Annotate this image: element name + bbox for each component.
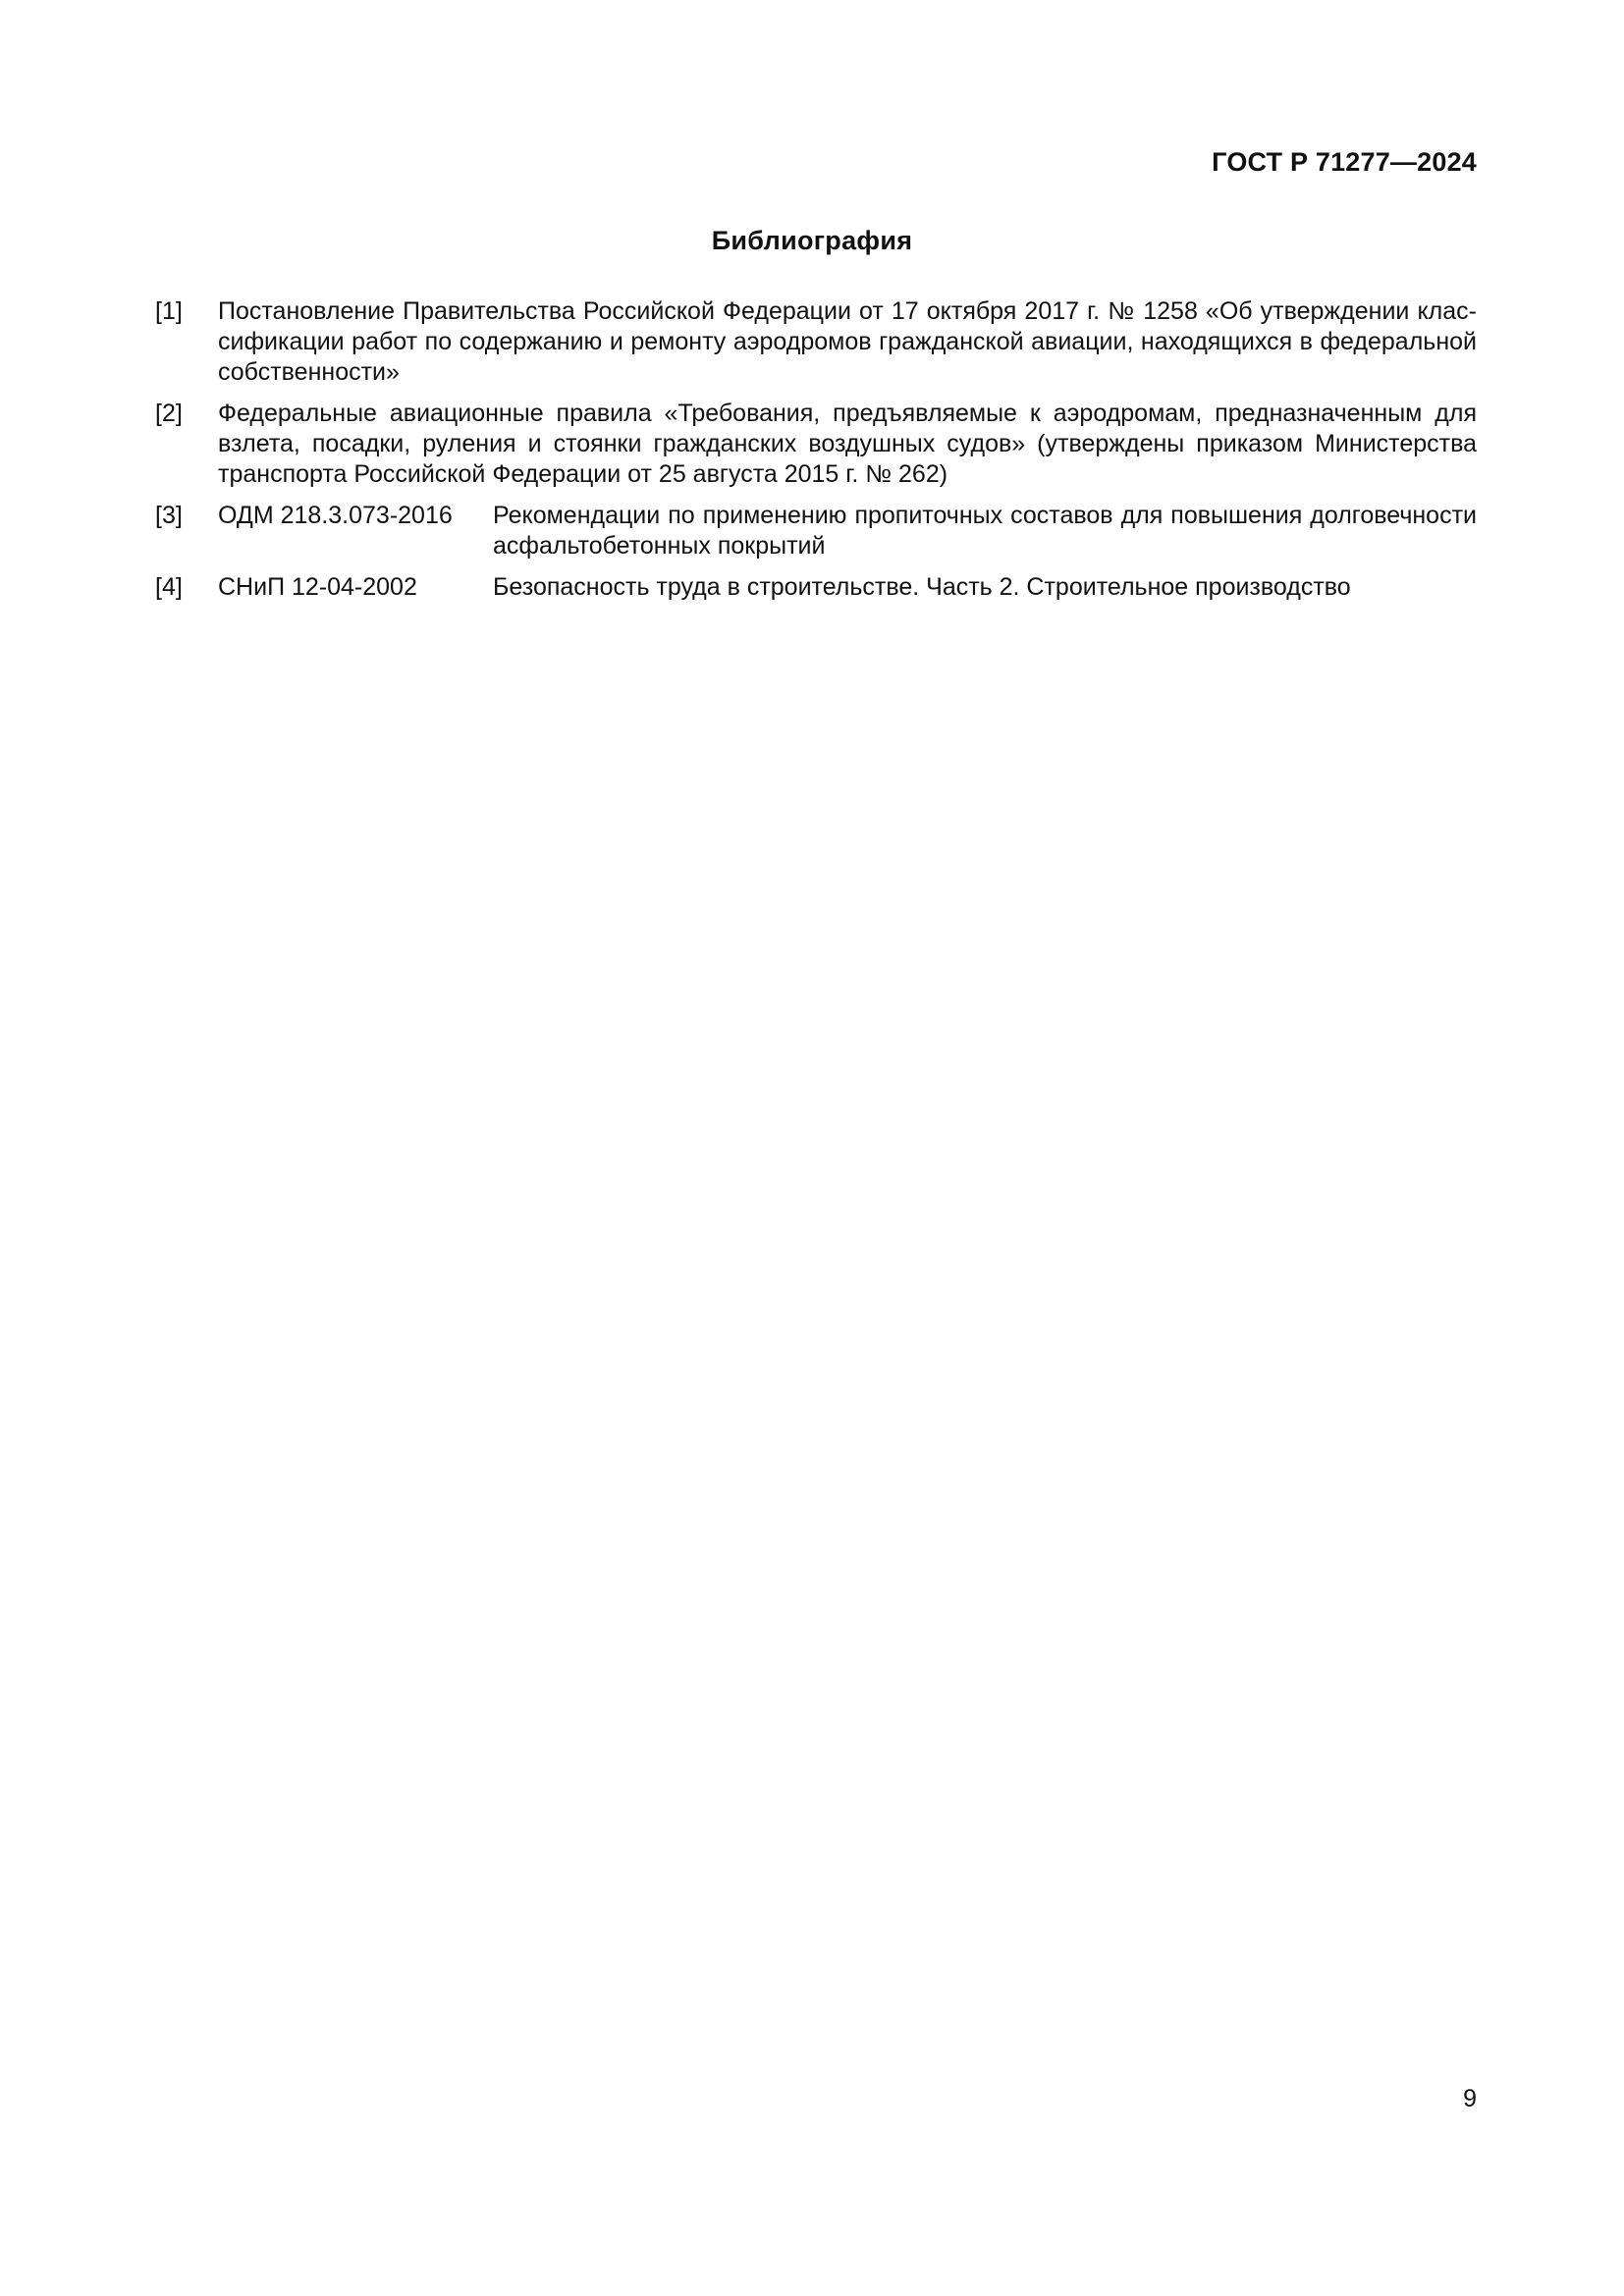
page-title: Библиография bbox=[711, 226, 913, 255]
reference-number: [2] bbox=[155, 400, 183, 427]
page-number: 9 bbox=[1463, 2085, 1477, 2112]
reference-number: [4] bbox=[155, 573, 183, 601]
reference-code: ОДМ 218.3.073-2016 bbox=[218, 502, 453, 529]
reference-number: [1] bbox=[155, 297, 183, 325]
reference-title: Рекомендации по применению пропиточных составов для повышения долговечности асфальтобетонных покрытий bbox=[493, 502, 1477, 560]
reference-text: Федеральные авиационные правила «Требования, предъявляемые к аэродромам, предназначенным для взлета, посадки, руления и стоянки гражданских воздушных судов» (утверждены приказом Министерства транспорта Российской Федерации от 25 августа 2015 г. № 262) bbox=[218, 400, 1477, 488]
reference-text: Постановление Правительства Российской Федерации от 17 октября 2017 г. № 1258 «Об утверждении клас-сификации работ по содержанию и ремонту аэродромов гражданской авиации, находящихся в федеральной собственности» bbox=[218, 297, 1477, 386]
bibliography-item bbox=[155, 501, 1477, 561]
bibliography-item bbox=[155, 296, 1477, 388]
reference-number: [3] bbox=[155, 502, 183, 529]
bibliography-list bbox=[155, 296, 1477, 614]
document-code: ГОСТ Р 71277—2024 bbox=[1212, 147, 1477, 177]
bibliography-item bbox=[155, 572, 1477, 603]
reference-title: Безопасность труда в строительстве. Часть 2. Строительное производство bbox=[493, 573, 1351, 601]
reference-code: СНиП 12-04-2002 bbox=[218, 573, 417, 601]
bibliography-item bbox=[155, 399, 1477, 490]
